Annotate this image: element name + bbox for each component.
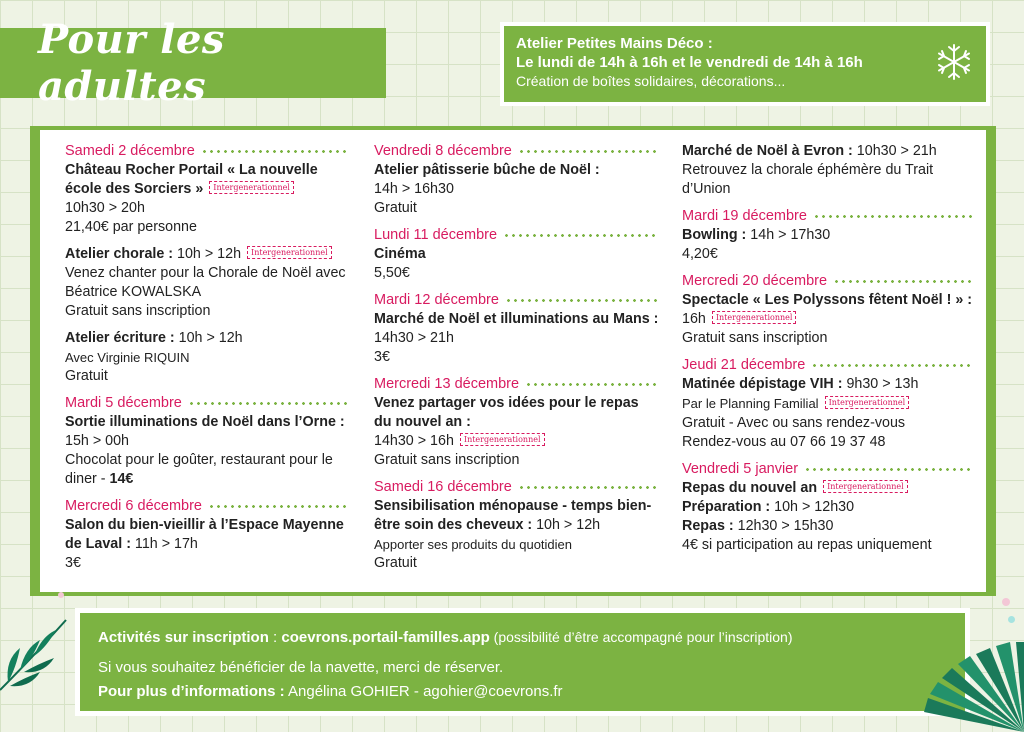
event-item <box>65 142 350 237</box>
palm-leaf-icon <box>0 600 70 710</box>
event-info: Gratuit <box>65 368 108 384</box>
event-time: 10h30 > 20h <box>65 200 145 216</box>
intergenerational-badge: Intergenerationnel <box>823 480 908 493</box>
event-info: Gratuit <box>374 555 417 571</box>
event-title: Repas du nouvel an <box>682 480 818 496</box>
event-time: 14h30 > 21h <box>374 330 454 346</box>
event-date: Mercredi 13 décembre <box>374 375 659 394</box>
confetti-dot <box>1008 616 1015 623</box>
event-info: Gratuit <box>374 200 417 216</box>
event-title: Salon du bien-vieillir à l’Espace Mayenne de Laval : <box>65 517 344 552</box>
event-host: Par le Planning Familial <box>682 396 819 411</box>
contact-info: Angélina GOHIER - agohier@coevrons.fr <box>284 683 563 700</box>
event-date: Mardi 12 décembre <box>374 291 659 310</box>
event-contact: Rendez-vous au 07 66 19 37 48 <box>682 434 886 450</box>
signup-link[interactable]: coevrons.portail-familles.app <box>281 629 490 646</box>
signup-note: (possibilité d’être accompagné pour l’inscription) <box>489 629 793 645</box>
event-time: 9h30 > 13h <box>842 376 919 392</box>
event-date: Lundi 11 décembre <box>374 226 659 245</box>
event-price: 21,40€ par personne <box>65 219 197 235</box>
event-time: 10h30 > 21h <box>852 143 937 159</box>
title-banner <box>0 16 386 110</box>
event-item <box>374 375 659 470</box>
event-item <box>374 226 659 283</box>
events-column-3 <box>682 142 972 563</box>
intergenerational-badge: Intergenerationnel <box>209 181 294 194</box>
event-item <box>374 478 659 573</box>
event-date: Vendredi 8 décembre <box>374 142 659 161</box>
events-card <box>40 130 986 592</box>
meal-time: 12h30 > 15h30 <box>733 518 834 534</box>
event-item <box>374 142 659 218</box>
event-time: 16h <box>682 311 706 327</box>
event-title: Marché de Noël et illuminations au Mans : <box>374 311 659 327</box>
event-time: 14h > 16h30 <box>374 181 454 197</box>
event-description: Venez chanter pour la Chorale de Noël avec Béatrice KOWALSKA <box>65 265 346 300</box>
event-title: Sortie illuminations de Noël dans l’Orne : <box>65 414 345 430</box>
event-time: 14h > 17h30 <box>746 227 831 243</box>
intergenerational-badge: Intergenerationnel <box>460 433 545 446</box>
prep-time: 10h > 12h30 <box>770 499 855 515</box>
event-price: 3€ <box>65 555 81 571</box>
event-date: Mardi 5 décembre <box>65 394 350 413</box>
meal-label: Repas : <box>682 518 734 534</box>
event-description: Retrouvez la chorale éphémère du Trait d’Union <box>682 162 934 197</box>
event-item <box>65 497 350 573</box>
event-item <box>65 394 350 489</box>
event-info: Gratuit sans inscription <box>374 452 520 468</box>
event-time: 14h30 > 16h <box>374 433 454 449</box>
event-item <box>374 291 659 367</box>
event-date: Mardi 19 décembre <box>682 207 972 226</box>
event-time: 10h > 12h <box>174 330 243 346</box>
event-title: Spectacle « Les Polyssons fêtent Noël ! » : <box>682 292 973 308</box>
event-item <box>65 329 350 386</box>
intergenerational-badge: Intergenerationnel <box>825 396 910 409</box>
prep-label: Préparation : <box>682 499 771 515</box>
event-price: 14€ <box>109 471 134 487</box>
event-price: 5,50€ <box>374 265 410 281</box>
palm-leaf-icon <box>918 640 1024 732</box>
event-item <box>682 460 972 555</box>
event-title: Bowling : <box>682 227 747 243</box>
event-item <box>65 245 350 321</box>
confetti-dot <box>58 592 64 598</box>
event-item <box>682 272 972 348</box>
page-title: Pour les adultes <box>38 16 225 110</box>
event-title: Cinéma <box>374 246 426 262</box>
event-date: Mercredi 20 décembre <box>682 272 972 291</box>
signup-separator: : <box>268 629 282 646</box>
event-title: Atelier pâtisserie bûche de Noël : <box>374 162 600 178</box>
intergenerational-badge: Intergenerationnel <box>712 311 797 324</box>
event-date: Samedi 16 décembre <box>374 478 659 497</box>
event-description: Apporter ses produits du quotidien <box>374 537 573 552</box>
event-title: Château Rocher Portail « La nouvelle école des Sorciers » <box>65 162 318 197</box>
event-title: Atelier écriture : <box>65 330 175 346</box>
footer-info <box>80 613 965 711</box>
event-info: Gratuit sans inscription <box>682 330 828 346</box>
event-info: Gratuit sans inscription <box>65 303 211 319</box>
event-price: 4€ si participation au repas uniquement <box>682 537 932 553</box>
event-item <box>682 356 972 452</box>
event-host: Avec Virginie RIQUIN <box>65 350 190 365</box>
event-date: Jeudi 21 décembre <box>682 356 972 375</box>
event-time: 15h > 00h <box>65 433 130 449</box>
event-title: Venez partager vos idées pour le repas du nouvel an : <box>374 395 639 430</box>
info-label: Pour plus d’informations : <box>98 683 285 700</box>
event-description: Chocolat pour le goûter, restaurant pour le diner - <box>65 452 333 487</box>
event-date: Vendredi 5 janvier <box>682 460 972 479</box>
event-item <box>682 207 972 264</box>
atelier-schedule: Le lundi de 14h à 16h et le vendredi de 14h à 16h <box>516 54 863 71</box>
atelier-title: Atelier Petites Mains Déco : <box>516 35 713 52</box>
event-price: 4,20€ <box>682 246 718 262</box>
confetti-dot <box>1002 598 1010 606</box>
event-date: Samedi 2 décembre <box>65 142 350 161</box>
event-time: 11h > 17h <box>130 536 198 552</box>
events-column-1 <box>65 142 350 581</box>
event-date: Mercredi 6 décembre <box>65 497 350 516</box>
event-price: 3€ <box>374 349 390 365</box>
snowflake-icon <box>934 42 974 82</box>
event-info: Gratuit - Avec ou sans rendez-vous <box>682 415 906 431</box>
atelier-description: Création de boîtes solidaires, décorations... <box>516 73 786 89</box>
event-title: Sensibilisation ménopause - temps bien-être soin des cheveux : <box>374 498 652 533</box>
intergenerational-badge: Intergenerationnel <box>247 246 332 259</box>
event-title: Marché de Noël à Evron : <box>682 143 853 159</box>
event-title: Atelier chorale : <box>65 246 174 262</box>
event-item <box>682 142 972 199</box>
events-column-2 <box>374 142 659 581</box>
event-time: 10h > 12h <box>173 246 242 262</box>
shuttle-note: Si vous souhaitez bénéficier de la navette, merci de réserver. <box>98 659 504 676</box>
event-title: Matinée dépistage VIH : <box>682 376 843 392</box>
event-time: 10h > 12h <box>532 517 601 533</box>
signup-label: Activités sur inscription <box>98 629 269 646</box>
atelier-box <box>500 22 990 106</box>
